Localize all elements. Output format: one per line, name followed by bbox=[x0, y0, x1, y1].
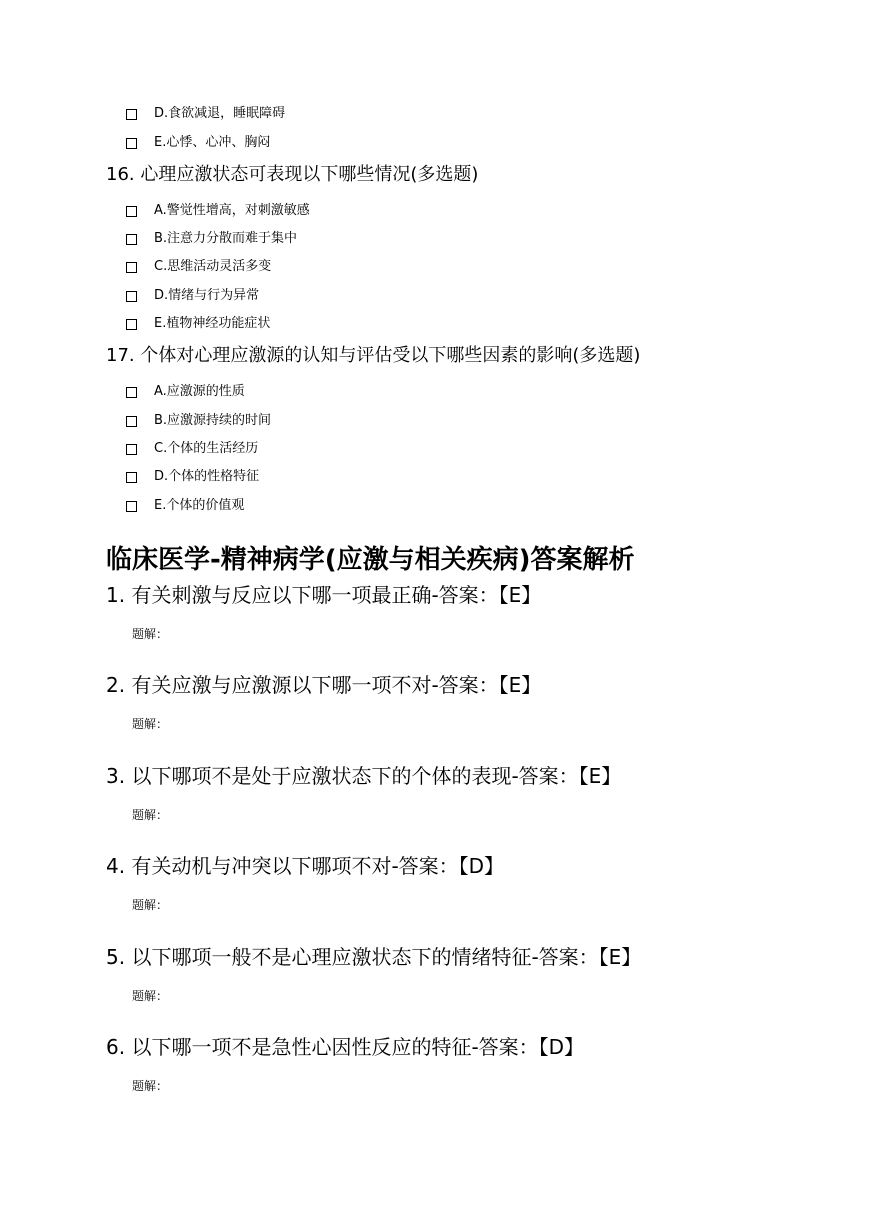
checkbox-icon[interactable] bbox=[126, 262, 137, 273]
answer-line: 4. 有关动机与冲突以下哪项不对-答案：【D】 bbox=[106, 854, 505, 878]
checkbox-icon[interactable] bbox=[126, 416, 137, 427]
option-label: A.警觉性增高，对刺激敏感 bbox=[154, 203, 310, 218]
option-label: E.个体的价值观 bbox=[154, 498, 245, 513]
checkbox-option[interactable] bbox=[126, 467, 259, 487]
checkbox-option[interactable] bbox=[126, 411, 271, 431]
answer-line: 5. 以下哪项一般不是心理应激状态下的情绪特征-答案：【E】 bbox=[106, 945, 642, 969]
option-label: E.植物神经功能症状 bbox=[154, 316, 271, 331]
option-label: C.个体的生活经历 bbox=[154, 441, 259, 456]
checkbox-icon[interactable] bbox=[126, 501, 137, 512]
question-16: 16. 心理应激状态可表现以下哪些情况(多选题) bbox=[106, 164, 479, 185]
option-label: B.注意力分散而难于集中 bbox=[154, 231, 298, 246]
checkbox-icon[interactable] bbox=[126, 319, 137, 330]
checkbox-icon[interactable] bbox=[126, 206, 137, 217]
explanation-label: 题解： bbox=[132, 989, 169, 1003]
checkbox-icon[interactable] bbox=[126, 387, 137, 398]
checkbox-option[interactable] bbox=[126, 257, 271, 277]
checkbox-option[interactable] bbox=[126, 201, 310, 221]
explanation-label: 题解： bbox=[132, 717, 169, 731]
answer-line: 1. 有关刺激与反应以下哪一项最正确-答案：【E】 bbox=[106, 583, 542, 607]
checkbox-icon[interactable] bbox=[126, 291, 137, 302]
checkbox-option[interactable] bbox=[126, 496, 244, 516]
checkbox-option[interactable] bbox=[126, 286, 259, 306]
checkbox-icon[interactable] bbox=[126, 472, 137, 483]
answer-line: 6. 以下哪一项不是急性心因性反应的特征-答案：【D】 bbox=[106, 1035, 585, 1059]
explanation-label: 题解： bbox=[132, 898, 169, 912]
option-label: E.心悸、心冲、胸闷 bbox=[154, 135, 271, 150]
option-label: D.个体的性格特征 bbox=[154, 469, 260, 484]
explanation-label: 题解： bbox=[132, 627, 169, 641]
option-label: C.思维活动灵活多变 bbox=[154, 259, 272, 274]
option-label: D.食欲减退，睡眠障碍 bbox=[154, 106, 286, 121]
checkbox-icon[interactable] bbox=[126, 234, 137, 245]
question-17: 17. 个体对心理应激源的认知与评估受以下哪些因素的影响(多选题) bbox=[106, 345, 641, 366]
explanation-label: 题解： bbox=[132, 808, 169, 822]
explanation-label: 题解： bbox=[132, 1079, 169, 1093]
checkbox-icon[interactable] bbox=[126, 444, 137, 455]
checkbox-option[interactable] bbox=[126, 133, 270, 153]
checkbox-icon[interactable] bbox=[126, 109, 137, 120]
checkbox-option[interactable] bbox=[126, 314, 270, 334]
answer-line: 2. 有关应激与应激源以下哪一项不对-答案：【E】 bbox=[106, 673, 542, 697]
option-label: D.情绪与行为异常 bbox=[154, 288, 260, 303]
checkbox-option[interactable] bbox=[126, 104, 285, 124]
answer-line: 3. 以下哪项不是处于应激状态下的个体的表现-答案：【E】 bbox=[106, 764, 622, 788]
option-label: A.应激源的性质 bbox=[154, 384, 245, 399]
checkbox-icon[interactable] bbox=[126, 138, 137, 149]
checkbox-option[interactable] bbox=[126, 439, 258, 459]
option-label: B.应激源持续的时间 bbox=[154, 413, 272, 428]
checkbox-option[interactable] bbox=[126, 229, 297, 249]
checkbox-option[interactable] bbox=[126, 382, 245, 402]
section-title: 临床医学-精神病学(应激与相关疾病)答案解析 bbox=[106, 545, 635, 575]
